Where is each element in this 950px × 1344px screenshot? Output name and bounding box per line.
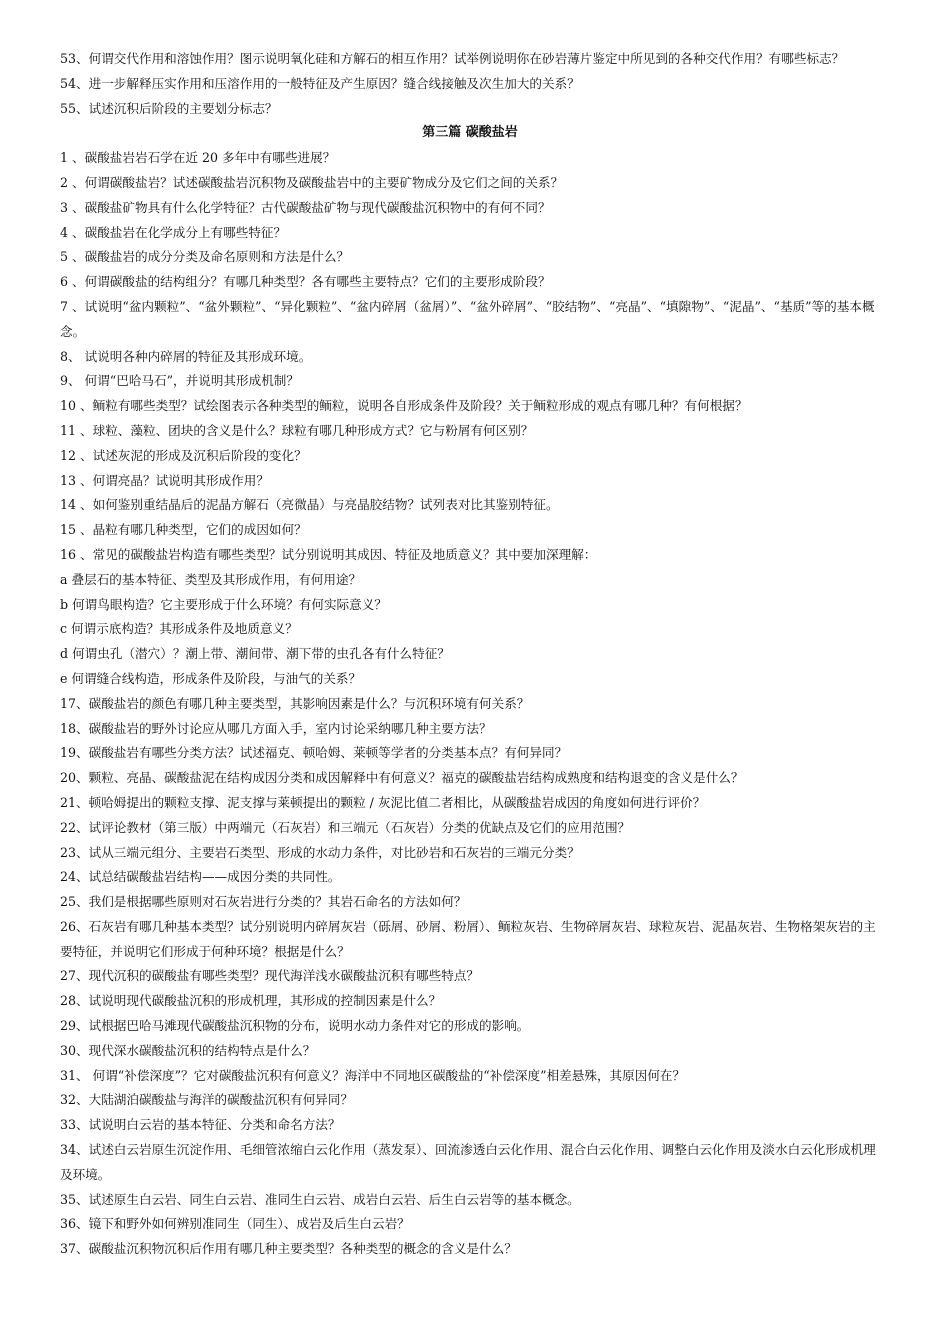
question-item: 9、 何谓“巴哈马石”，并说明其形成机制？	[60, 373, 299, 389]
question-list-clastic	[60, 47, 880, 121]
question-item: 6 、何谓碳酸盐的结构组分？有哪几种类型？各有哪些主要特点？它们的主要形成阶段？	[60, 274, 551, 290]
question-item: 8、 试说明各种内碎屑的特征及其形成环境。	[60, 348, 312, 364]
document-page	[60, 47, 880, 1262]
question-item: 36、镜下和野外如何辨别准同生（同生）、成岩及后生白云岩？	[60, 1216, 410, 1232]
question-item: 22、试评论教材（第三版）中两端元（石灰岩）和三端元（石灰岩）分类的优缺点及它们的应用范围？	[60, 819, 631, 835]
question-item: e 何谓缝合线构造，形成条件及阶段，与油气的关系？	[60, 670, 362, 686]
question-item: 21、顿哈姆提出的颗粒支撑、泥支撑与莱顿提出的颗粒 / 灰泥比值二者相比，从碳酸盐岩成因的角度如何进行评价？	[60, 794, 706, 810]
question-item: 12 、试述灰泥的形成及沉积后阶段的变化？	[60, 447, 307, 463]
question-item: 27、现代沉积的碳酸盐有哪些类型？现代海洋浅水碳酸盐沉积有哪些特点？	[60, 968, 480, 984]
section-title: 第三篇 碳酸盐岩	[422, 125, 518, 141]
question-item: 13 、何谓亮晶？试说明其形成作用？	[60, 472, 269, 488]
question-item: 33、试说明白云岩的基本特征、分类和命名方法？	[60, 1117, 341, 1133]
question-item: 17、碳酸盐岩的颜色有哪几种主要类型，其影响因素是什么？与沉积环境有何关系？	[60, 695, 530, 711]
question-item: 1 、碳酸盐岩岩石学在近 20 多年中有哪些进展？	[60, 150, 336, 166]
question-item: 25、我们是根据哪些原则对石灰岩进行分类的？其岩石命名的方法如何？	[60, 894, 467, 910]
question-item: 23、试从三端元组分、主要岩石类型、形成的水动力条件，对比砂岩和石灰岩的三端元分类？	[60, 844, 580, 860]
question-item: 26、石灰岩有哪几种基本类型？试分别说明内碎屑灰岩（砾屑、砂屑、粉屑）、鲕粒灰岩、生物碎屑灰岩、球粒灰岩、泥晶灰岩、生物格架灰岩的主要特征，并说明它们形成于何种环境？根据是什么？	[60, 918, 876, 959]
question-item: 30、现代深水碳酸盐沉积的结构特点是什么？	[60, 1042, 316, 1058]
question-item: 24、试总结碳酸盐岩结构——成因分类的共同性。	[60, 869, 341, 885]
question-item: 19、碳酸盐岩有哪些分类方法？试述福克、顿哈姆、莱顿等学者的分类基本点？有何异同？	[60, 745, 568, 761]
question-item: a 叠层石的基本特征、类型及其形成作用，有何用途？	[60, 571, 362, 587]
question-item: 34、试述白云岩原生沉淀作用、毛细管浓缩白云化作用（蒸发泵）、回流渗透白云化作用、混合白云化作用、调整白云化作用及淡水白云化形成机理及环境。	[60, 1142, 876, 1182]
question-item: c 何谓示底构造？其形成条件及地质意义？	[60, 621, 298, 637]
question-item: 2 、何谓碳酸盐岩？试述碳酸盐岩沉积物及碳酸盐岩中的主要矿物成分及它们之间的关系？	[60, 174, 564, 190]
question-item: 53、何谓交代作用和溶蚀作用？图示说明氧化硅和方解石的相互作用？试举例说明你在砂岩薄片鉴定中所见到的各种交代作用？有哪些标志？	[60, 51, 845, 66]
question-item: 7 、试说明“盆内颗粒”、“盆外颗粒”、“异化颗粒”、“盆内碎屑（盆屑）”、“盆外碎屑”、“胶结物”、“亮晶”、“填隙物”、“泥晶”、“基质”等的基本概念。	[60, 298, 875, 339]
question-item: 10 、鲕粒有哪些类型？试绘图表示各种类型的鲕粒，说明各自形成条件及阶段？关于鲕粒形成的观点有哪几种？有何根据？	[60, 398, 748, 414]
question-item: 18、碳酸盐岩的野外讨论应从哪几方面入手，室内讨论采纳哪几种主要方法？	[60, 720, 492, 736]
question-item: 11 、球粒、藻粒、团块的含义是什么？球粒有哪几种形成方式？它与粉屑有何区别？	[60, 422, 534, 438]
question-item: 37、碳酸盐沉积物沉积后作用有哪几种主要类型？各种类型的概念的含义是什么？	[60, 1241, 517, 1257]
question-item: 15 、晶粒有哪几种类型，它们的成因如何？	[60, 522, 307, 538]
question-item: 14 、如何鉴别重结晶后的泥晶方解石（亮微晶）与亮晶胶结物？试列表对比其鉴别特征。	[60, 497, 559, 513]
question-item: 16 、常见的碳酸盐岩构造有哪些类型？试分别说明其成因、特征及地质意义？其中要加深理解：	[60, 546, 597, 562]
question-item: 20、颗粒、亮晶、碳酸盐泥在结构成因分类和成因解释中有何意义？福克的碳酸盐岩结构成熟度和结构退变的含义是什么？	[60, 770, 744, 786]
question-item: 31、 何谓“补偿深度”？它对碳酸盐沉积有何意义？海洋中不同地区碳酸盐的“补偿深度”相差悬殊，其原因何在？	[60, 1067, 686, 1083]
question-item: 32、大陆湖泊碳酸盐与海洋的碳酸盐沉积有何异同？	[60, 1092, 354, 1108]
question-item: 29、试根据巴哈马滩现代碳酸盐沉积物的分布，说明水动力条件对它的形成的影响。	[60, 1018, 530, 1034]
question-item: 55、试述沉积后阶段的主要划分标志？	[60, 100, 278, 116]
question-item: d 何谓虫孔（潜穴）？潮上带、潮间带、潮下带的虫孔各有什么特征？	[60, 646, 450, 662]
question-item: 54、进一步解释压实作用和压溶作用的一般特征及产生原因？缝合线接触及次生加大的关系？	[60, 75, 580, 91]
question-item: 5 、碳酸盐岩的成分分类及命名原则和方法是什么？	[60, 249, 350, 265]
question-item: 35、试述原生白云岩、同生白云岩、准同生白云岩、成岩白云岩、后生白云岩等的基本概念。	[60, 1191, 580, 1207]
question-item: 4 、碳酸盐岩在化学成分上有哪些特征？	[60, 224, 287, 240]
question-item: 3 、碳酸盐矿物具有什么化学特征？古代碳酸盐矿物与现代碳酸盐沉积物中的有何不同？	[60, 199, 551, 215]
question-item: 28、试说明现代碳酸盐沉积的形成机理，其形成的控制因素是什么？	[60, 993, 442, 1009]
question-list-carbonate	[60, 146, 880, 1262]
question-item: b 何谓鸟眼构造？它主要形成于什么环境？有何实际意义？	[60, 596, 387, 612]
